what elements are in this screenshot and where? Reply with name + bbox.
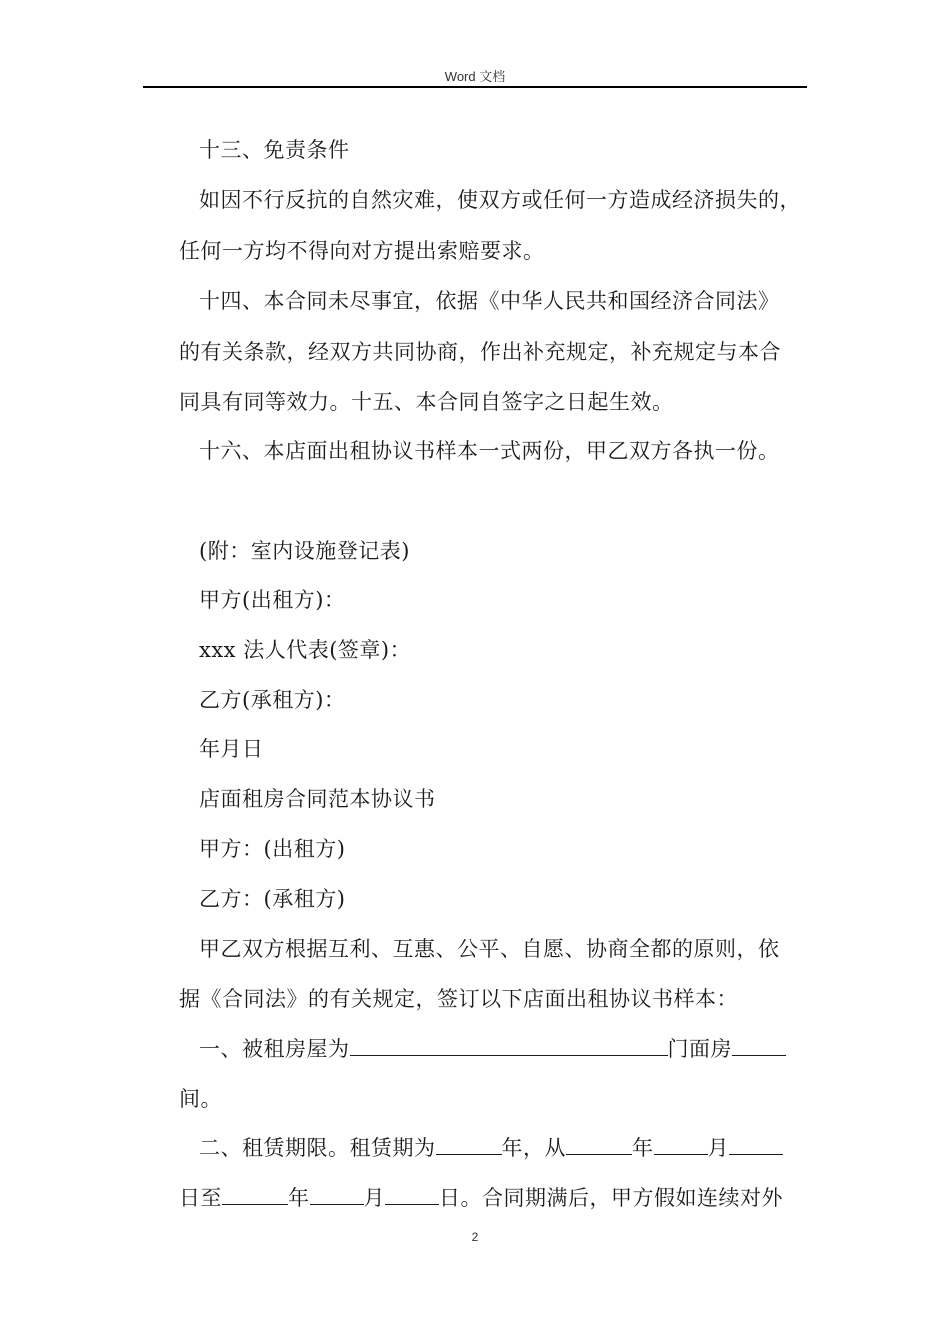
end-day-blank (385, 1184, 439, 1205)
item2-line2 (179, 1184, 783, 1212)
party-b2-label: 乙方：(承租方) (199, 887, 346, 911)
clause13-line1: 如因不行反抗的自然灾难，使双方或任何一方造成经济损失的， (199, 188, 801, 212)
page-number: 2 (471, 1230, 479, 1244)
item2-prefix: 二、租赁期限。租赁期为 (199, 1136, 436, 1160)
item2-month: 月 (707, 1136, 729, 1160)
page-header: Word 文档 (444, 69, 506, 84)
party-b-label: 乙方(承租方)： (199, 688, 346, 712)
start-month-blank (654, 1134, 708, 1155)
item2-line1 (199, 1134, 783, 1162)
date-label: 年月日 (199, 737, 264, 761)
clause14-line2: 的有关条款，经双方共同协商，作出补充规定，补充规定与本合 (179, 340, 781, 364)
item2-line2-start: 日至 (179, 1186, 222, 1210)
item1-mid: 门面房 (667, 1037, 732, 1061)
item1-prefix: 一、被租房屋为 (199, 1037, 350, 1061)
legal-rep-label: xxx 法人代表(签章)： (199, 638, 412, 662)
start-day-blank (729, 1134, 783, 1155)
clause14-line1: 十四、本合同未尽事宜，依据《中华人民共和国经济合同法》 (199, 289, 780, 313)
premises-blank (350, 1035, 668, 1056)
item2-year2: 年 (632, 1136, 654, 1160)
end-month-blank (310, 1184, 364, 1205)
header-divider (143, 86, 807, 88)
item1-end: 间。 (179, 1087, 222, 1111)
term-years-blank (436, 1134, 502, 1155)
attachment-note: (附：室内设施登记表) (199, 539, 410, 563)
clause13-line2: 任何一方均不得向对方提出索赔要求。 (179, 239, 545, 263)
clause13-title: 十三、免责条件 (199, 138, 350, 162)
item1-line (199, 1035, 786, 1063)
item2-line2-month: 月 (363, 1186, 385, 1210)
document-title: 店面租房合同范本协议书 (199, 787, 436, 811)
unit-count-blank (732, 1035, 786, 1056)
clause16: 十六、本店面出租协议书样本一式两份，甲乙双方各执一份。 (199, 439, 780, 463)
clause14-line3: 同具有同等效力。十五、本合同自签字之日起生效。 (179, 390, 674, 414)
end-year-blank (222, 1184, 288, 1205)
intro-line2: 据《合同法》的有关规定，签订以下店面出租协议书样本： (179, 987, 738, 1011)
intro-line1: 甲乙双方根据互利、互惠、公平、自愿、协商全都的原则，依 (199, 937, 780, 961)
start-year-blank (566, 1134, 632, 1155)
party-a-label: 甲方(出租方)： (199, 588, 346, 612)
party-a2-label: 甲方：(出租方) (199, 837, 346, 861)
item2-line2-year: 年 (288, 1186, 310, 1210)
item2-line2-tail: 日。合同期满后，甲方假如连续对外 (439, 1186, 783, 1210)
item2-year: 年，从 (501, 1136, 566, 1160)
